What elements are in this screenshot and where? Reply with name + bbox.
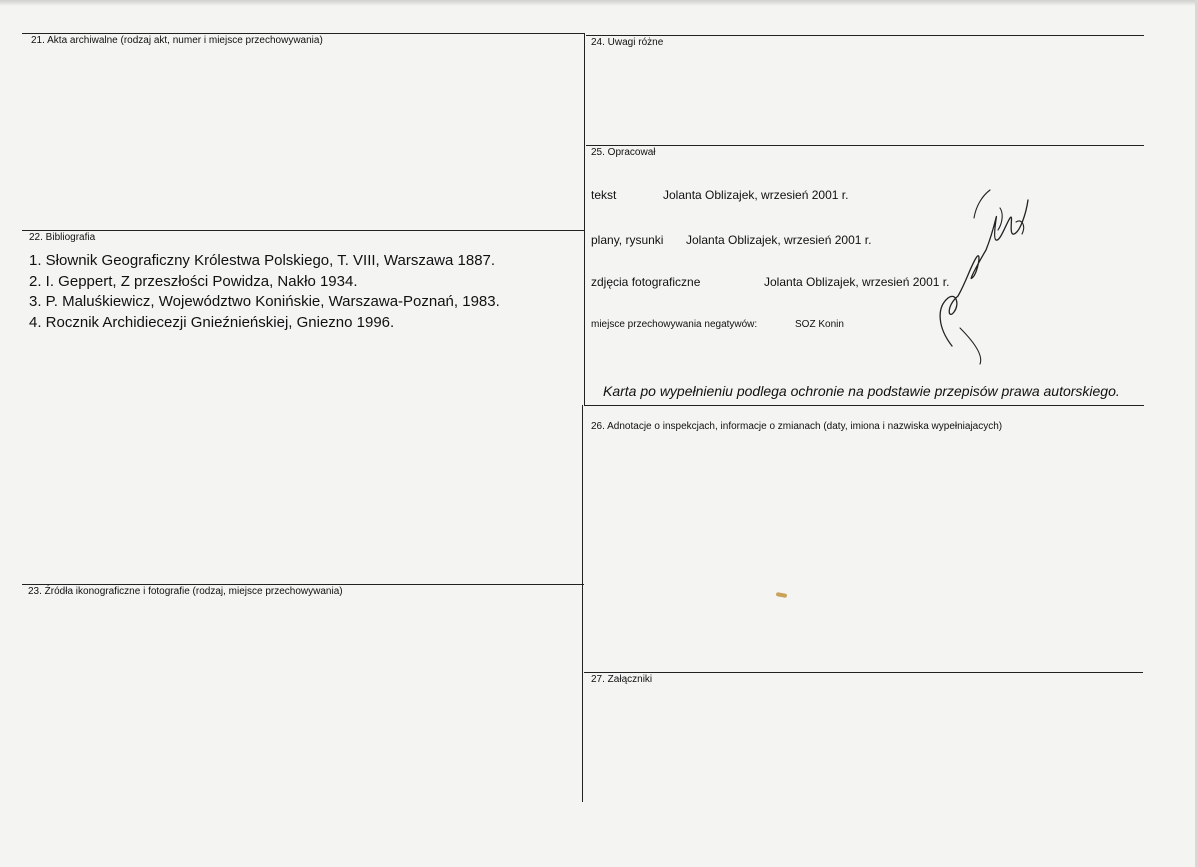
section-27-label: 27. Załączniki <box>591 674 653 685</box>
handwritten-signature <box>930 178 1040 368</box>
copyright-notice: Karta po wypełnieniu podlega ochronie na podstawie przepisów prawa autorskiego. <box>603 383 1120 399</box>
section-24-label: 24. Uwagi różne <box>591 37 664 48</box>
prepared-text-row <box>591 188 849 202</box>
paper-speck <box>776 592 788 598</box>
divider-section-25 <box>586 145 1144 146</box>
prepared-photos-key: zdjęcia fotograficzne <box>591 275 701 289</box>
prepared-photos-row <box>591 275 950 289</box>
bibliography-item: 3. P. Maluśkiewicz, Województwo Konińskie, Warszawa-Poznań, 1983. <box>29 293 500 310</box>
divider-top-right <box>586 35 1144 36</box>
section-21-label: 21. Akta archiwalne (rodzaj akt, numer i miejsce przechowywania) <box>31 35 323 46</box>
divider-section-26 <box>584 405 1144 406</box>
prepared-text-key: tekst <box>591 188 617 202</box>
divider-top-left <box>22 33 584 34</box>
bibliography-list <box>29 251 500 333</box>
prepared-drawings-row <box>591 233 872 247</box>
negatives-storage-row <box>591 319 844 330</box>
section-22-label: 22. Bibliografia <box>29 232 96 243</box>
negatives-storage-key: miejsce przechowywania negatywów: <box>591 319 758 330</box>
divider-section-27 <box>584 672 1143 673</box>
section-25-label: 25. Opracował <box>591 147 656 158</box>
bibliography-item: 2. I. Geppert, Z przeszłości Powidza, Nakło 1934. <box>29 272 358 290</box>
prepared-drawings-value: Jolanta Oblizajek, wrzesień 2001 r. <box>686 233 872 247</box>
prepared-photos-value: Jolanta Oblizajek, wrzesień 2001 r. <box>764 275 950 289</box>
divider-section-22 <box>22 230 584 231</box>
divider-section-23 <box>22 584 584 585</box>
prepared-text-value: Jolanta Oblizajek, wrzesień 2001 r. <box>663 188 849 202</box>
section-26-label: 26. Adnotacje o inspekcjach, informacje o zmianach (daty, imiona i nazwiska wypełniajacych) <box>591 421 1003 432</box>
scan-top-edge <box>0 0 1198 6</box>
column-divider-upper <box>584 33 585 406</box>
section-23-label: 23. Źródła ikonograficzne i fotografie (rodzaj, miejsce przechowywania) <box>28 586 343 597</box>
bibliography-item: 1. Słownik Geograficzny Królestwa Polskiego, T. VIII, Warszawa 1887. <box>29 252 496 269</box>
bibliography-item: 4. Rocznik Archidiecezji Gnieźnieńskiej, Gniezno 1996. <box>29 313 395 331</box>
prepared-drawings-key: plany, rysunki <box>591 233 664 247</box>
negatives-storage-value: SOZ Konin <box>795 319 844 330</box>
column-divider-lower <box>582 405 583 802</box>
